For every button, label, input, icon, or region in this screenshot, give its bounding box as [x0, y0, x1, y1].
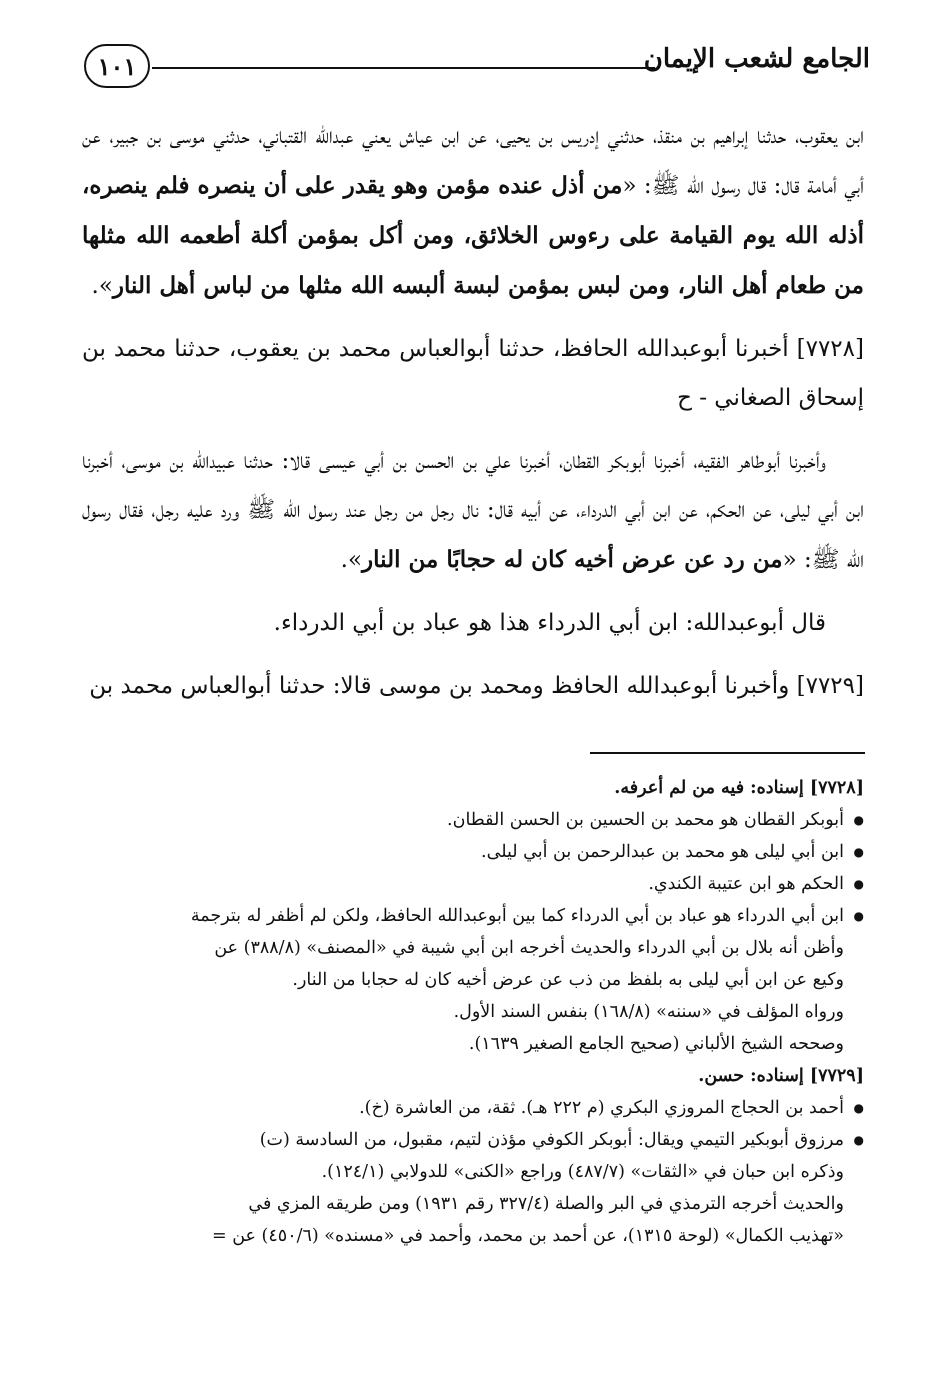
book-title: الجامع لشعب الإيمان	[643, 44, 870, 74]
note-item: ● الحكم هو ابن عتيبة الكندي.	[78, 868, 844, 900]
header-rule	[152, 67, 655, 69]
paragraph-5: [٧٧٢٩] وأخبرنا أبوعبدالله الحافظ ومحمد بن موسى قالا: حدثنا أبوالعباس محمد بن	[89, 673, 864, 699]
note-list-7728	[78, 804, 864, 932]
page-header	[70, 38, 870, 98]
note-continuation: وذكره ابن حبان في «الثقات» (٤٨٧/٧) وراجع «الكنى» للدولابي (١٢٤/١).	[321, 1162, 844, 1182]
note-item: ● أبوبكر القطان هو محمد بن الحسين بن الحسن القطان.	[78, 804, 844, 836]
note-continuation: وصححه الشيخ الألباني (صحيح الجامع الصغير ١٦٣٩).	[468, 1034, 844, 1054]
note-item: ● ابن أبي الدرداء هو عباد بن أبي الدرداء كما بين أبوعبدالله الحافظ، ولكن لم أظفر له بترجمة	[78, 900, 844, 932]
paragraph-1-text: ابن يعقوب، حدثنا إبراهيم بن منقذ، حدثني إدريس بن يحيى، عن ابن عياش يعني عبدالله القتباني، حدثني موسى بن جبير، عن أبي أمامة قال: قال رسول الله ﷺ: «	[82, 123, 864, 199]
main-text	[82, 112, 864, 725]
note-item: ● مرزوق أبوبكير التيمي ويقال: أبوبكر الكوفي مؤذن لتيم، مقبول، من السادسة (ت)	[78, 1124, 844, 1156]
note-title-7729: [٧٧٢٩] إسناده: حسن.	[698, 1066, 864, 1086]
paragraph-2: [٧٧٢٨] أخبرنا أبوعبدالله الحافظ، حدثنا أبوالعباس محمد بن يعقوب، حدثنا محمد بن إسحاق الصغاني - ح	[82, 336, 864, 411]
paragraph-4: قال أبوعبدالله: ابن أبي الدرداء هذا هو عباد بن أبي الدرداء.	[273, 610, 826, 636]
paragraph-3-text: وأخبرنا أبوطاهر الفقيه، أخبرنا أبوبكر القطان، أخبرنا علي بن الحسن بن أبي عيسى قالا: حدثنا عبيدالله بن موسى، أخبرنا ابن أبي ليلى، عن الحكم، عن ابن أبي الدرداء، عن أبيه قال: نال رجل من رجل عند رسول الله ﷺ ورد عليه رجل، فقال رسول الله ﷺ: «	[82, 448, 864, 573]
note-line: والحديث أخرجه الترمذي في البر والصلة (٣٢٧/٤ رقم ١٩٣١) ومن طريقه المزي في	[248, 1194, 844, 1214]
note-continuation: وأظن أنه بلال بن أبي الدرداء والحديث أخرجه ابن أبي شيبة في «المصنف» (٣٨٨/٨) عن	[214, 938, 844, 958]
paragraph-3	[82, 437, 864, 585]
note-item: ● أحمد بن الحجاج المروزي البكري (م ٢٢٢ هـ). ثقة، من العاشرة (خ).	[78, 1092, 844, 1124]
note-continuation: ورواه المؤلف في «سننه» (١٦٨/٨) بنفس السند الأول.	[453, 1002, 844, 1022]
paragraph-1	[82, 112, 864, 311]
footnotes	[78, 772, 864, 1252]
hadith-text-2: من رد عن عرض أخيه كان له حجابًا من النار	[362, 546, 783, 573]
note-title-7728: [٧٧٢٨] إسناده: فيه من لم أعرفه.	[614, 778, 864, 798]
paragraph-3-end: ».	[340, 547, 363, 573]
page-number: ١٠١	[84, 44, 150, 88]
note-continuation: وكيع عن ابن أبي ليلى به بلفظ من ذب عن عرض أخيه كان له حجابا من النار.	[292, 970, 844, 990]
note-list-7729	[78, 1092, 864, 1156]
hadith-text-1: من أذل عنده مؤمن وهو يقدر على أن ينصره فلم ينصره، أذله الله يوم القيامة على رءوس الخلائق، ومن أكل بمؤمن أكلة أطعمه الله مثلها من طعام أهل النار، ومن لبس بمؤمن لبسة ألبسه الله مثلها من لباس أهل النار	[82, 172, 864, 299]
footnote-separator	[590, 752, 865, 754]
note-item: ● ابن أبي ليلى هو محمد بن عبدالرحمن بن أبي ليلى.	[78, 836, 844, 868]
paragraph-1-end: ».	[91, 273, 113, 299]
note-line: «تهذيب الكمال» (لوحة ١٣١٥)، عن أحمد بن محمد، وأحمد في «مسنده» (٤٥٠/٦) عن =	[212, 1226, 844, 1246]
